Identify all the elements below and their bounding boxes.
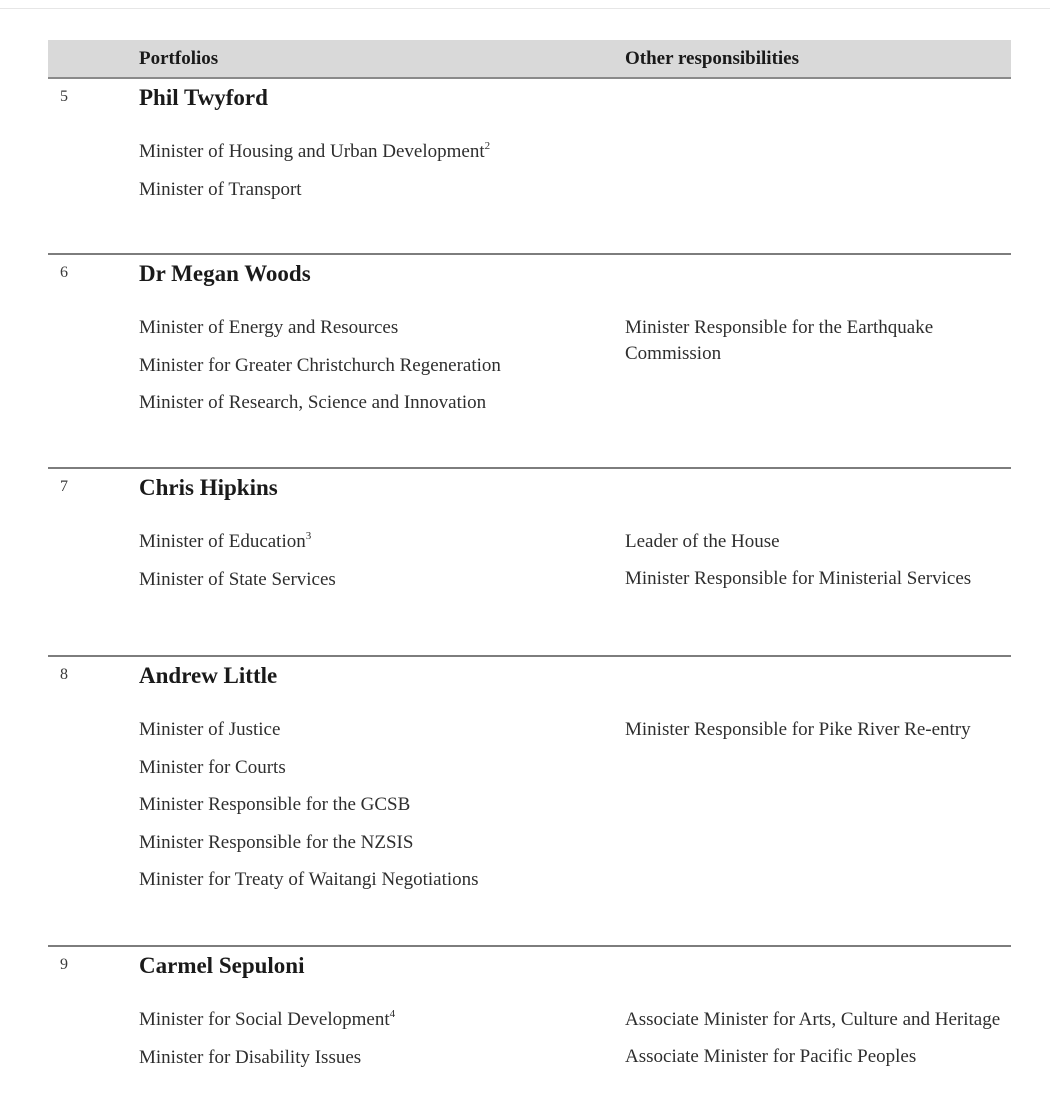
portfolio-list [139, 717, 609, 905]
minister-name: Dr Megan Woods [139, 261, 311, 286]
minister-row-phil-twyford [48, 79, 1011, 255]
portfolio-item: Minister of State Services [139, 568, 336, 590]
portfolio-item: Minister for Greater Christchurch Regeneration [139, 354, 501, 376]
minister-rank: 6 [60, 264, 68, 281]
header-other-responsibilities: Other responsibilities [625, 48, 800, 69]
portfolio-item: Minister of Research, Science and Innovation [139, 392, 487, 413]
portfolio-list [139, 1007, 609, 1082]
top-divider [0, 8, 1050, 9]
portfolio-item: Minister Responsible for the GCSB [139, 794, 411, 815]
portfolio-list [139, 315, 609, 428]
minister-row-chris-hipkins [48, 469, 1011, 657]
portfolio-list [139, 139, 609, 214]
other-responsibility-item: Leader of the House [625, 531, 780, 552]
minister-row-andrew-little [48, 657, 1011, 947]
other-responsibility-item: Minister Responsible for Pike River Re-entry [625, 719, 971, 740]
portfolio-item: Minister for Courts [139, 756, 286, 778]
portfolio-list [139, 529, 609, 604]
portfolio-item: Minister for Social Development$^4$ [139, 1008, 396, 1030]
minister-name: Andrew Little [139, 663, 278, 688]
minister-rank: 8 [60, 666, 68, 683]
other-responsibilities-list [625, 1007, 1011, 1081]
other-responsibilities-list [625, 315, 1011, 378]
minister-rank: 7 [60, 478, 68, 495]
minister-row-megan-woods [48, 255, 1011, 469]
portfolio-item: Minister for Disability Issues [139, 1046, 362, 1068]
ministers-table [48, 40, 1011, 1107]
minister-rank: 5 [60, 88, 68, 105]
portfolio-item: Minister of Education$^3$ [139, 530, 312, 552]
other-responsibilities-list [625, 529, 1011, 603]
other-responsibilities-list [625, 717, 1011, 754]
other-responsibility-item: Minister Responsible for Ministerial Services [625, 568, 972, 589]
portfolio-item: Minister of Transport [139, 178, 302, 200]
other-responsibility-item: Associate Minister for Pacific Peoples [625, 1046, 917, 1067]
portfolio-item: Minister of Justice [139, 719, 281, 740]
portfolio-item: Minister Responsible for the NZSIS [139, 831, 414, 853]
portfolio-item: Minister of Energy and Resources [139, 317, 399, 338]
minister-rank: 9 [60, 956, 68, 973]
footnote-marker: 3 [305, 530, 312, 542]
table-header [48, 40, 1011, 79]
minister-row-carmel-sepuloni [48, 947, 1011, 1107]
portfolio-item: Minister for Treaty of Waitangi Negotiations [139, 869, 479, 890]
minister-name: Carmel Sepuloni [139, 953, 305, 978]
footnote-marker: 2 [484, 140, 491, 152]
header-portfolios: Portfolios [139, 48, 219, 69]
other-responsibility-item: Minister Responsible for the Earthquake Commission [625, 317, 934, 364]
portfolio-item: Minister of Housing and Urban Development$^2$ [139, 140, 491, 162]
minister-name: Chris Hipkins [139, 475, 278, 500]
other-responsibility-item: Associate Minister for Arts, Culture and Heritage [625, 1009, 1001, 1030]
footnote-marker: 4 [389, 1008, 396, 1020]
minister-name: Phil Twyford [139, 85, 268, 110]
